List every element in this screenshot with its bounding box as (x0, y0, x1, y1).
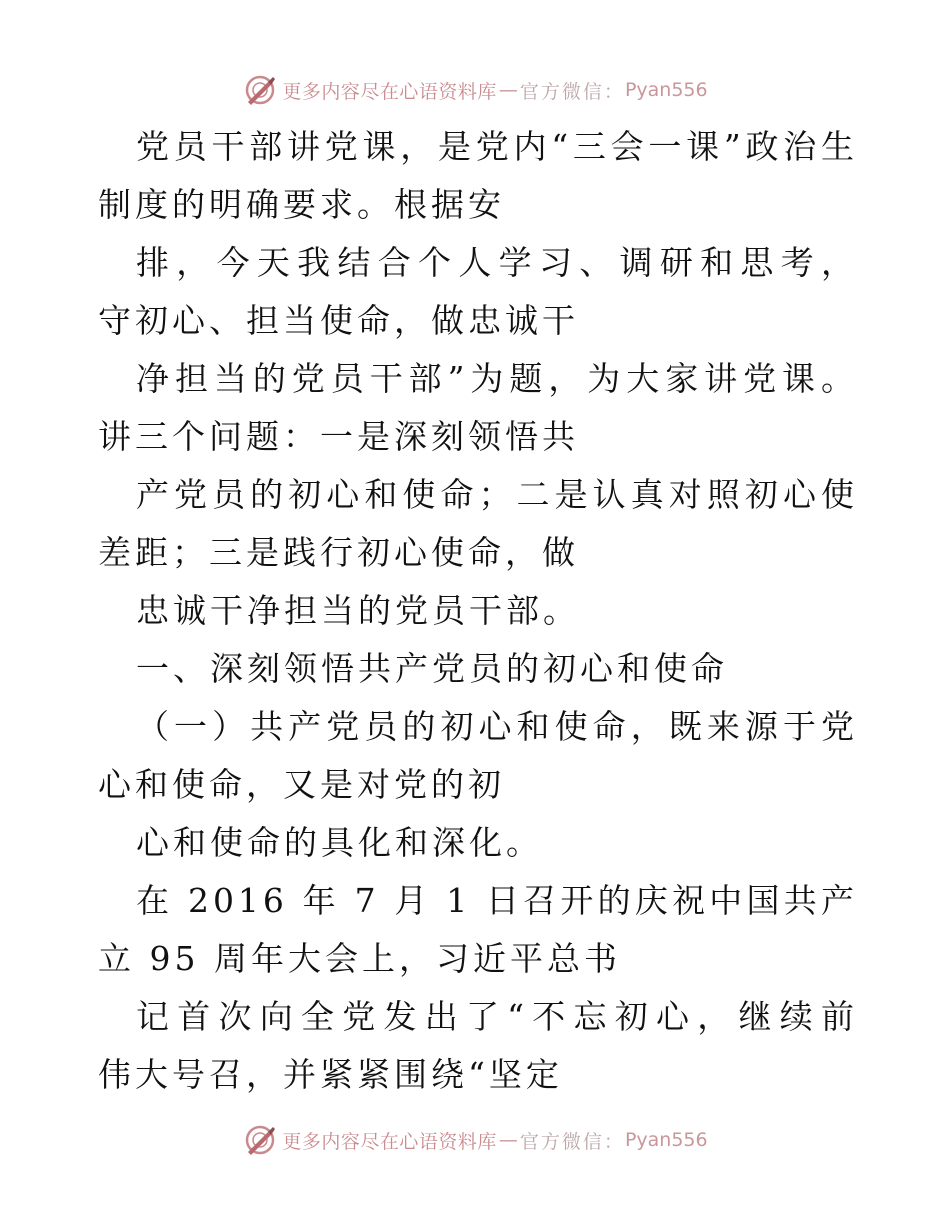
text-line: 差距；三是践行初心使命，做 (98, 533, 579, 572)
watermark-label: 官方微信： (519, 1130, 625, 1153)
watermark-id: Pyan556 (624, 1129, 708, 1151)
text-line: 伟大号召，并紧紧围绕“坚定 (98, 1055, 563, 1094)
text-line: 产党员的初心和使命；二是认真对照初心使 (136, 475, 858, 514)
watermark-header (0, 70, 950, 110)
text-line: 心和使命，又是对党的初 (98, 765, 505, 804)
text-line: 心和使命的具化和深化。 (136, 823, 543, 862)
text-line: 排，今天我结合个人学习、调研和思考， (136, 243, 858, 282)
pen-logo-icon (242, 1122, 278, 1158)
pen-logo-icon (242, 72, 278, 108)
watermark-dash: — (498, 1129, 518, 1151)
text-line: 在 2016 年 7 月 1 日召开的庆祝中国共产 (136, 881, 858, 920)
watermark-id: Pyan556 (624, 79, 708, 101)
text-line: 守初心、担当使命，做忠诚干 (98, 301, 579, 340)
section-heading: 一、深刻领悟共产党员的初心和使命 (136, 649, 728, 688)
text-line: 忠诚干净担当的党员干部。 (136, 591, 580, 630)
text-line: 讲三个问题：一是深刻领悟共 (98, 417, 579, 456)
watermark-footer (0, 1120, 950, 1160)
watermark-brand: 更多内容尽在心语资料库 (282, 1130, 497, 1153)
document-body (98, 118, 858, 1104)
text-line: 立 95 周年大会上，习近平总书 (98, 939, 621, 978)
text-line: 制度的明确要求。根据安 (98, 185, 505, 224)
text-line: 党员干部讲党课，是党内“三会一课”政治生 (136, 127, 858, 166)
watermark-label: 官方微信： (519, 80, 625, 103)
watermark-brand: 更多内容尽在心语资料库 (282, 80, 497, 103)
text-line: 记首次向全党发出了“不忘初心，继续前 (136, 997, 858, 1036)
text-line: （一）共产党员的初心和使命，既来源于党 (136, 707, 858, 746)
watermark-dash: — (498, 79, 518, 101)
text-line: 净担当的党员干部”为题，为大家讲党课。 (136, 359, 858, 398)
